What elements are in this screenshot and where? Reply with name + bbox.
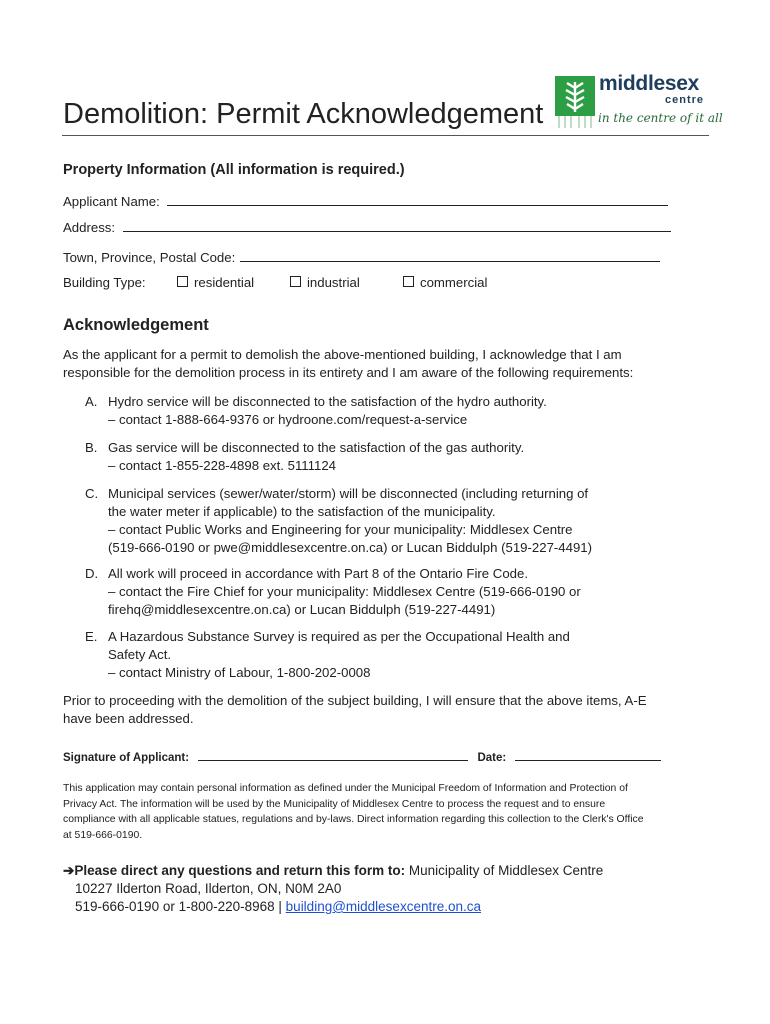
logo-subword: centre [665, 94, 705, 106]
option-label: residential [194, 275, 255, 290]
option-label: industrial [307, 275, 360, 290]
intro-line: As the applicant for a permit to demolish the above-mentioned building, I acknowledge that I am [63, 347, 622, 362]
date-label: Date: [477, 752, 507, 764]
item-letter: A. [85, 394, 98, 409]
item-letter: B. [85, 440, 98, 455]
checkbox-residential[interactable] [177, 275, 254, 290]
page-title: Demolition: Permit Acknowledgement [63, 98, 544, 130]
applicant-name-label: Applicant Name: [63, 194, 160, 209]
checkbox-icon [177, 276, 188, 287]
privacy-notice [63, 781, 703, 843]
item-line: A Hazardous Substance Survey is required as per the Occupational Health and [108, 629, 570, 644]
privacy-line: at 519-666-0190. [63, 829, 143, 841]
privacy-line: This application may contain personal information as defined under the Municipal Freedom of Information and Protection of [63, 783, 628, 794]
item-line: (519-666-0190 or pwe@middlesexcentre.on.ca) or Lucan Biddulph (519-227-4491) [108, 540, 593, 555]
acknowledgement-intro [63, 346, 713, 382]
address-label: Address: [63, 220, 116, 235]
item-letter: D. [85, 566, 99, 581]
address-field[interactable] [123, 219, 671, 232]
date-field[interactable] [515, 750, 661, 761]
requirement-b [85, 439, 645, 475]
item-line: – contact Ministry of Labour, 1-800-202-0008 [108, 665, 371, 680]
checkbox-industrial[interactable] [290, 275, 360, 290]
applicant-name-field[interactable] [167, 193, 668, 206]
intro-line: responsible for the demolition process in its entirety and I am aware of the following requirements: [63, 365, 634, 380]
applicant-name-row [63, 193, 668, 209]
signature-field[interactable] [198, 750, 468, 761]
requirement-a [85, 393, 645, 429]
town-row [63, 249, 660, 265]
item-letter: E. [85, 629, 98, 644]
item-line: – contact the Fire Chief for your municipality: Middlesex Centre (519-666-0190 or [108, 584, 581, 599]
title-divider [62, 135, 709, 136]
checkbox-icon [290, 276, 301, 287]
item-line: the water meter if applicable) to the satisfaction of the municipality. [108, 504, 496, 519]
contact-block [63, 862, 603, 916]
building-type-label: Building Type: [63, 275, 146, 290]
item-line: firehq@middlesexcentre.on.ca) or Lucan Biddulph (519-227-4491) [108, 602, 496, 617]
signature-row [63, 750, 661, 764]
town-field[interactable] [240, 249, 660, 262]
acknowledgement-heading: Acknowledgement [63, 316, 209, 334]
checkbox-icon [403, 276, 414, 287]
logo-wordmark: middlesex [599, 72, 700, 95]
privacy-line: Privacy Act. The information will be used by the Municipality of Middlesex Centre to process the request and to ensure [63, 798, 606, 810]
privacy-line: compliance with all applicable statues, regulations and by-laws. Direct information regarding this collection to the Clerk's Office [63, 814, 644, 825]
item-line: – contact 1-888-664-9376 or hydroone.com/request-a-service [108, 412, 468, 427]
middlesex-centre-logo [555, 70, 723, 132]
address-row [63, 219, 671, 235]
requirement-e [85, 628, 645, 682]
contact-phones: 519-666-0190 or 1-800-220-8968 | [75, 899, 286, 914]
town-label: Town, Province, Postal Code: [63, 250, 236, 265]
item-letter: C. [85, 486, 99, 501]
wheat-icon [555, 74, 597, 130]
signature-label: Signature of Applicant: [63, 752, 190, 764]
contact-email-link[interactable]: building@middlesexcentre.on.ca [285, 899, 481, 914]
logo-tagline: in the centre of it all [598, 111, 723, 125]
item-line: – contact 1-855-228-4898 ext. 5111124 [108, 458, 337, 473]
item-line: Safety Act. [108, 647, 172, 662]
arrow-icon: ➔ [63, 863, 75, 878]
contact-lead: Please direct any questions and return this form to: [74, 863, 406, 878]
closing-statement [63, 692, 713, 728]
item-line: – contact Public Works and Engineering for your municipality: Middlesex Centre [108, 522, 573, 537]
checkbox-commercial[interactable] [403, 275, 487, 290]
contact-municipality: Municipality of Middlesex Centre [405, 863, 604, 878]
item-line: Municipal services (sewer/water/storm) will be disconnected (including returning of [108, 486, 589, 501]
requirement-d [85, 565, 645, 619]
item-line: Gas service will be disconnected to the satisfaction of the gas authority. [108, 440, 525, 455]
property-heading: Property Information (All information is required.) [63, 162, 405, 178]
item-line: All work will proceed in accordance with Part 8 of the Ontario Fire Code. [108, 566, 528, 581]
contact-address: 10227 Ilderton Road, Ilderton, ON, N0M 2A0 [75, 881, 342, 896]
option-label: commercial [420, 275, 488, 290]
closing-line: have been addressed. [63, 711, 194, 726]
closing-line: Prior to proceeding with the demolition of the subject building, I will ensure that the above items, A-E [63, 693, 647, 708]
item-line: Hydro service will be disconnected to the satisfaction of the hydro authority. [108, 394, 547, 409]
requirement-c [85, 485, 645, 557]
